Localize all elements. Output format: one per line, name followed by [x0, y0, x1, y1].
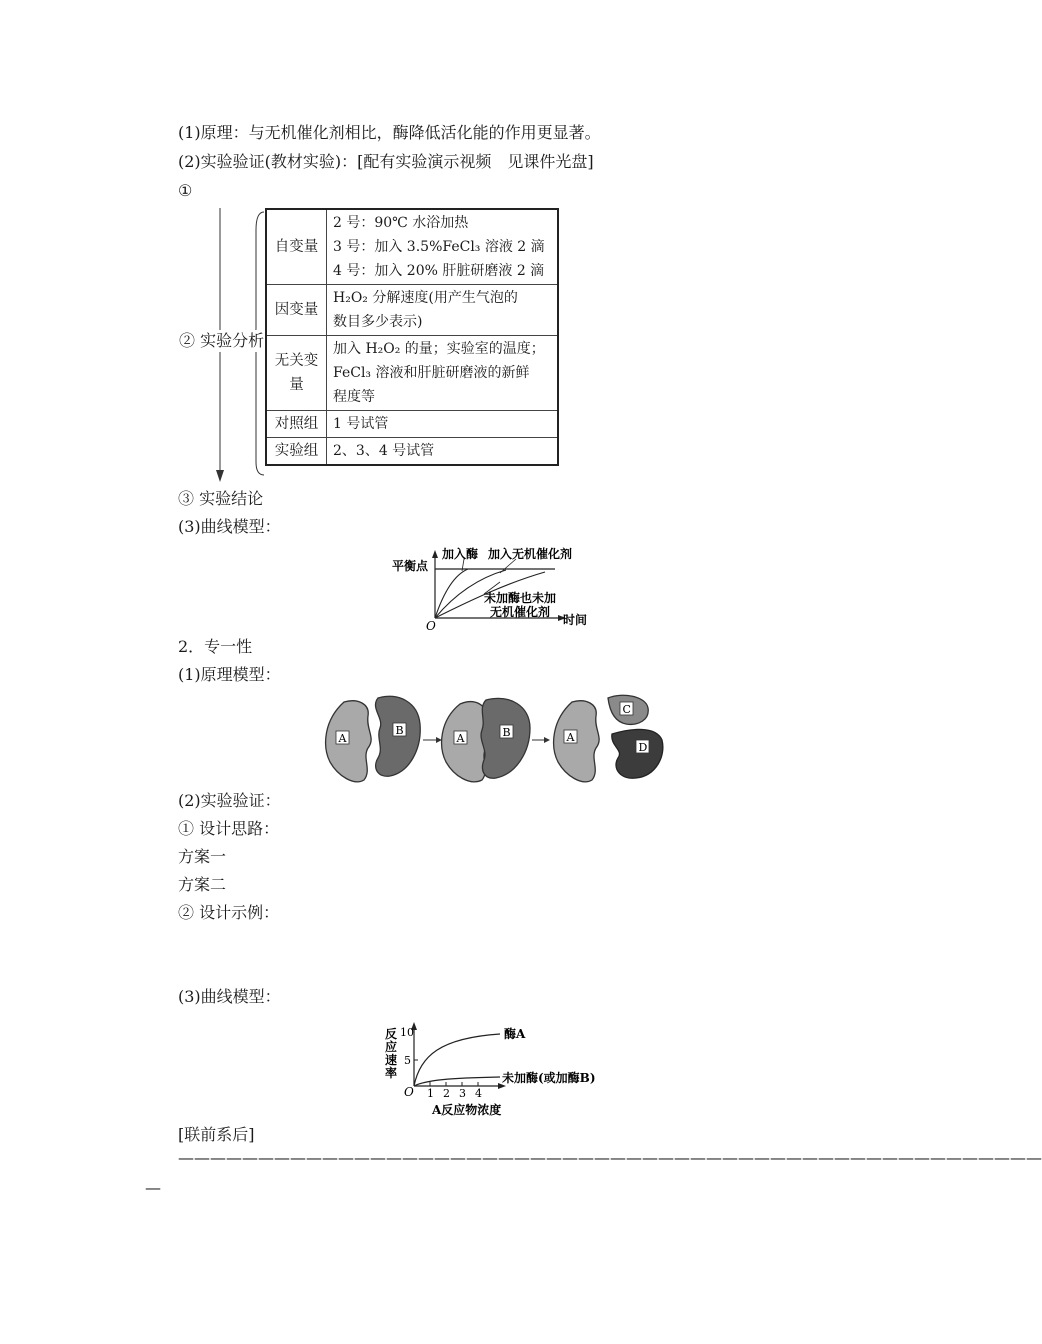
- section2-heading: 2．专一性: [178, 637, 253, 656]
- label-b1: B: [395, 724, 404, 737]
- label-a1: A: [338, 732, 347, 745]
- label-enzyme-a: 酶A: [504, 1027, 526, 1041]
- answer-line: ——————————————————————————————————————————————————————: [178, 1148, 1042, 1167]
- graph2-y-char: 反: [385, 1027, 398, 1041]
- verification-text: (2)实验验证(教材实验)：[配有实验演示视频 见课件光盘]: [178, 152, 594, 171]
- specificity-graph: [380, 1016, 610, 1120]
- analysis-table: [265, 208, 559, 466]
- label-catalyst: 加入无机催化剂: [488, 547, 573, 561]
- table-value: 加入 H₂O₂ 的量；实验室的温度； FeCl₃ 溶液和肝脏研磨液的新鲜 程度等: [327, 336, 559, 411]
- curve-model2-heading: (3)曲线模型：: [178, 987, 281, 1006]
- curve-enzyme: [435, 569, 468, 618]
- graph2-x-tick: 2: [443, 1087, 450, 1100]
- graph2-x-tick: 1: [427, 1087, 434, 1100]
- graph1-origin: O: [426, 619, 436, 633]
- table-value: 2 号：90℃ 水浴加热 3 号：加入 3.5%FeCl₃ 溶液 2 滴 4 号：加入 20% 肝脏研磨液 2 滴: [327, 209, 559, 285]
- graph2-y-char: 率: [385, 1066, 398, 1080]
- table-row: [266, 411, 558, 438]
- table-value: 1 号试管: [327, 411, 559, 438]
- specificity-diagram: [320, 690, 665, 790]
- plan2-text: 方案二: [178, 875, 227, 894]
- table-value: H₂O₂ 分解速度(用产生气泡的 数目多少表示): [327, 285, 559, 336]
- plan1-text: 方案一: [178, 847, 227, 866]
- curve-model-heading: (3)曲线模型：: [178, 517, 281, 536]
- step1-text: ①: [178, 181, 193, 200]
- label-c: C: [622, 703, 631, 716]
- step3-text: ③ 实验结论: [178, 489, 264, 508]
- table-row: [266, 438, 558, 466]
- graph2-origin: O: [404, 1085, 414, 1099]
- design-example-text: ② 设计示例：: [178, 903, 280, 922]
- table-key: 自变量: [266, 209, 327, 285]
- label-enzyme: 加入酶: [442, 547, 479, 561]
- graph2-y-tick: 5: [404, 1054, 411, 1067]
- graph2-y-char: 速: [385, 1053, 398, 1067]
- graph2-y-tick: 10: [400, 1026, 414, 1039]
- answer-line-end: —: [145, 1178, 161, 1197]
- verification2-heading: (2)实验验证：: [178, 791, 281, 810]
- review-heading: [联前系后]: [178, 1125, 255, 1144]
- label-none-2: 无机催化剂: [490, 605, 551, 619]
- product-d: [612, 729, 663, 778]
- table-row: [266, 285, 558, 336]
- design-idea-text: ① 设计思路：: [178, 819, 280, 838]
- graph2-x-tick: 3: [459, 1087, 466, 1100]
- principle-model-heading: (1)原理模型：: [178, 665, 281, 684]
- table-key: 因变量: [266, 285, 327, 336]
- graph1-y-label: 平衡点: [392, 559, 429, 573]
- table-row: [266, 336, 558, 411]
- label-d: D: [638, 741, 648, 754]
- activation-graph: [390, 542, 600, 632]
- table-key: 无关变量: [266, 336, 327, 411]
- graph2-x-label: A反应物浓度: [432, 1103, 502, 1117]
- label-a3: A: [566, 731, 575, 744]
- table-key: 对照组: [266, 411, 327, 438]
- curve-no-enzyme: [414, 1077, 500, 1086]
- label-b2: B: [502, 726, 511, 739]
- step2-label: ② 实验分析: [179, 331, 265, 350]
- label-none-1: 未加酶也未加: [484, 591, 557, 605]
- label-no-enzyme: 未加酶(或加酶B): [502, 1071, 596, 1085]
- table-key: 实验组: [266, 438, 327, 466]
- graph1-x-label: 时间: [563, 613, 588, 627]
- principle-text: (1)原理：与无机催化剂相比，酶降低活化能的作用更显著。: [178, 123, 601, 142]
- graph2-y-char: 应: [385, 1040, 398, 1054]
- graph2-x-tick: 4: [475, 1087, 482, 1100]
- table-row: [266, 209, 558, 285]
- table-value: 2、3、4 号试管: [327, 438, 559, 466]
- label-a2: A: [456, 732, 465, 745]
